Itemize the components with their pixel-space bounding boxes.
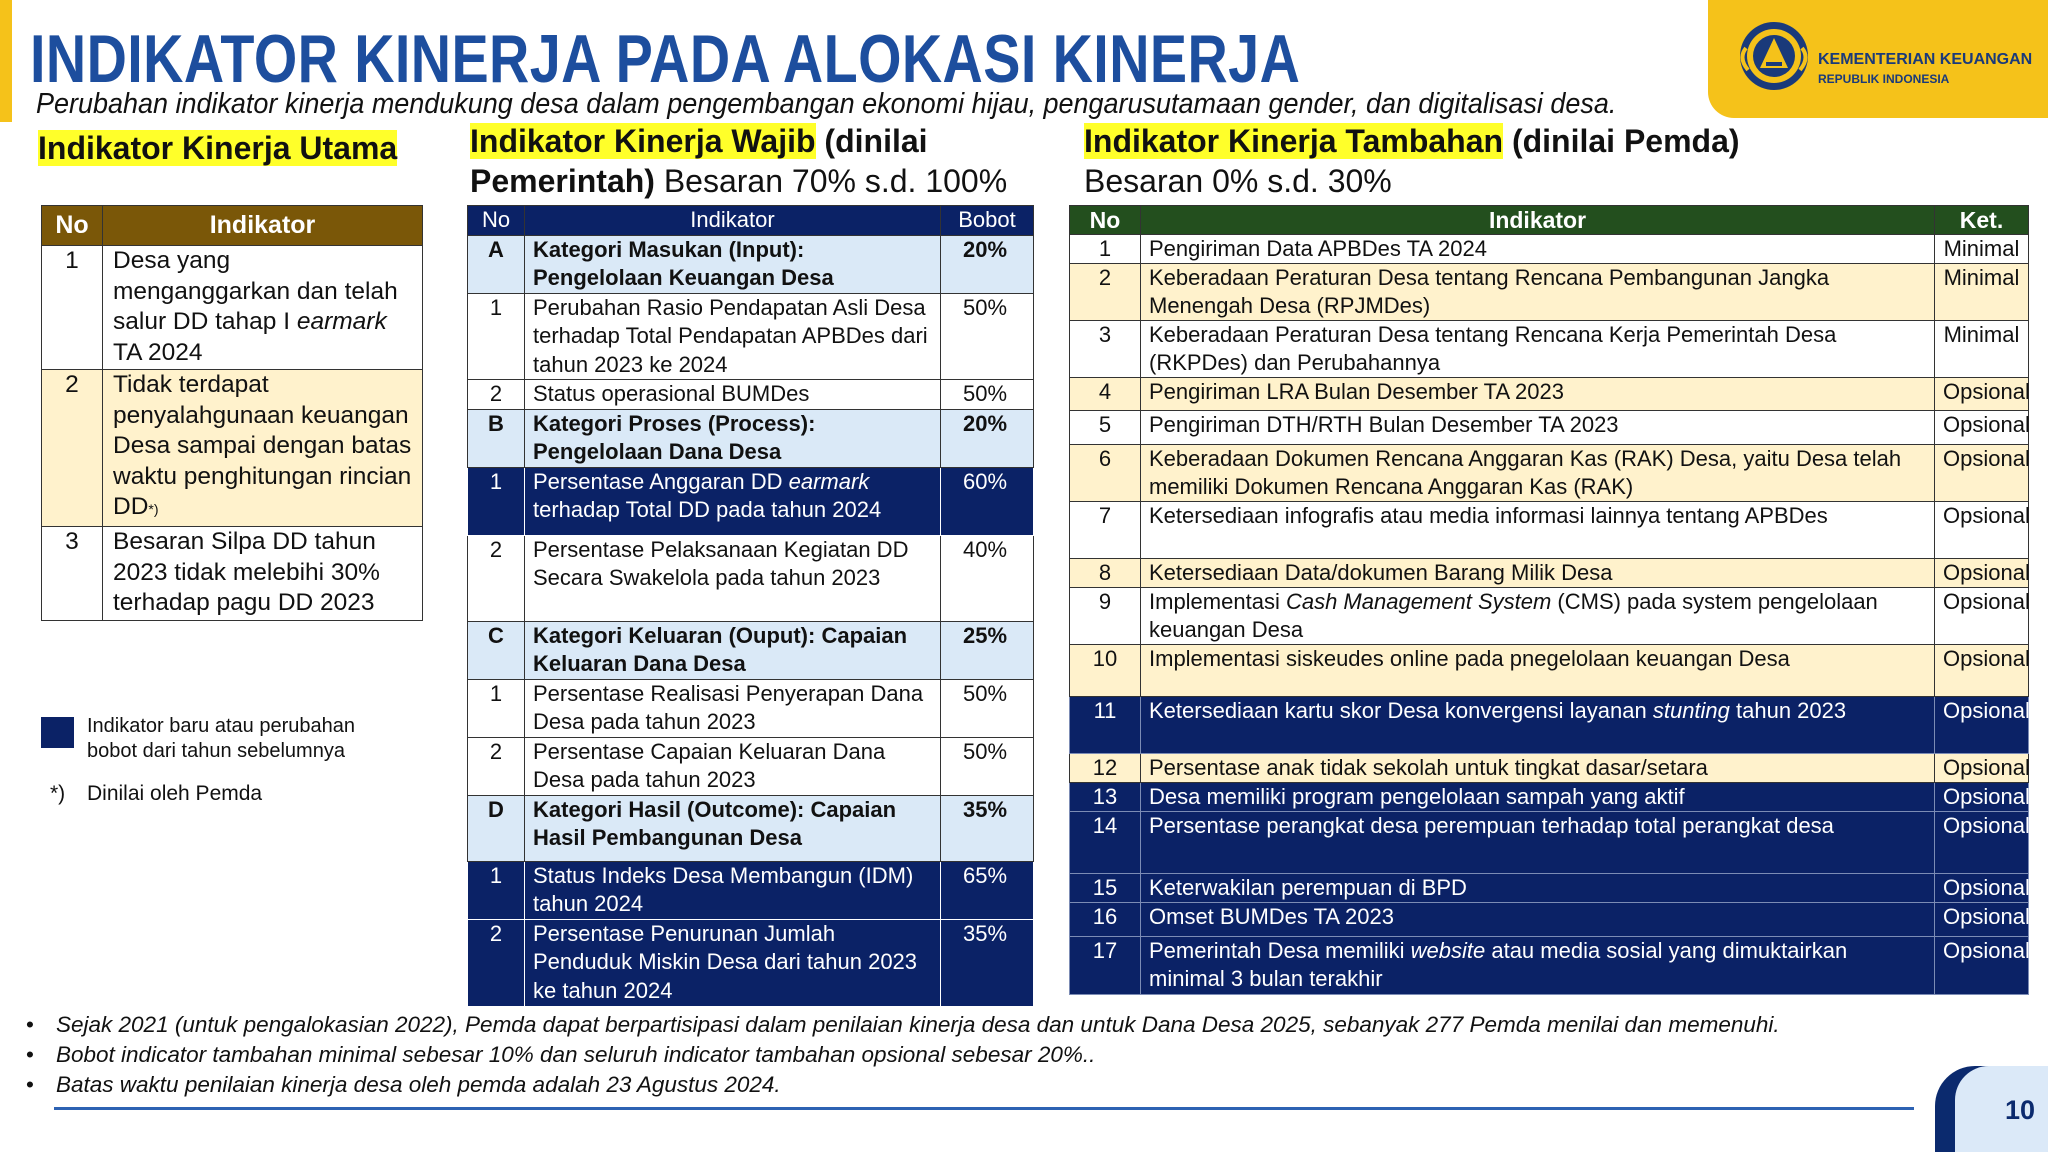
column-header-no: No <box>468 206 525 236</box>
accent-bar <box>0 0 12 122</box>
table-row: 1 Pengiriman Data APBDes TA 2024 Minimal <box>1070 235 2029 264</box>
table-indikator-wajib <box>467 205 1034 1007</box>
table-indikator-tambahan <box>1069 205 2029 995</box>
footer-divider <box>54 1107 1914 1110</box>
table-row: 2 Keberadaan Peraturan Desa tentang Rencana Pembangunan Jangka Menengah Desa (RPJMDes) Minimal <box>1070 264 2029 321</box>
table-row: 3 Keberadaan Peraturan Desa tentang Rencana Kerja Pemerintah Desa (RKPDes) dan Perubahannya Minimal <box>1070 321 2029 378</box>
table-row: 8 Ketersediaan Data/dokumen Barang Milik Desa Opsional <box>1070 559 2029 588</box>
table-row: 3 Besaran Silpa DD tahun 2023 tidak melebihi 30% terhadap pagu DD 2023 <box>42 527 423 621</box>
footer-notes <box>26 1010 1780 1100</box>
column-header-ket: Ket. <box>1935 206 2029 235</box>
section-title-utama: Indikator Kinerja Utama <box>38 130 398 166</box>
table-row: 1 Desa yang menganggarkan dan telah salur DD tahap I earmark TA 2024 <box>42 246 423 370</box>
column-header-indikator: Indikator <box>525 206 941 236</box>
table-row: 7 Ketersediaan infografis atau media informasi lainnya tentang APBDes Opsional <box>1070 502 2029 559</box>
table-row: 16 Omset BUMDes TA 2023 Opsional <box>1070 903 2029 937</box>
table-row: 11 Ketersediaan kartu skor Desa konvergensi layanan stunting tahun 2023 Opsional <box>1070 697 2029 754</box>
column-header-indikator: Indikator <box>103 206 423 246</box>
table-indikator-utama <box>41 205 423 621</box>
table-row: 4 Pengiriman LRA Bulan Desember TA 2023 Opsional <box>1070 378 2029 411</box>
page-number: 10 <box>2005 1095 2036 1125</box>
page-subtitle: Perubahan indikator kinerja mendukung desa dalam pengembangan ekonomi hijau, pengarusutamaan gender, dan digitalisasi desa. <box>36 88 1617 120</box>
section-title-tambahan: Indikator Kinerja Tambahan (dinilai Pemda) Besaran 0% s.d. 30% <box>1084 123 1740 199</box>
table-row: B Kategori Proses (Process): Pengelolaan Dana Desa 20% <box>468 409 1034 467</box>
logo-text-ministry: KEMENTERIAN KEUANGAN <box>1818 51 2033 68</box>
table-row: 6 Keberadaan Dokumen Rencana Anggaran Kas (RAK) Desa, yaitu Desa telah memiliki Dokumen Rencana Anggaran Kas (RAK) Opsional <box>1070 445 2029 502</box>
table-row: 5 Pengiriman DTH/RTH Bulan Desember TA 2023 Opsional <box>1070 411 2029 445</box>
table-row: 1 Persentase Anggaran DD earmark terhadap Total DD pada tahun 2024 60% <box>468 467 1034 535</box>
table-row: 13 Desa memiliki program pengelolaan sampah yang aktif Opsional <box>1070 783 2029 812</box>
logo-text-country: REPUBLIK INDONESIA <box>1818 72 1950 86</box>
note-text: Dinilai oleh Pemda <box>87 782 263 805</box>
table-row: 15 Keterwakilan perempuan di BPD Opsional <box>1070 874 2029 903</box>
table-row: 12 Persentase anak tidak sekolah untuk tingkat dasar/setara Opsional <box>1070 754 2029 783</box>
table-row: 17 Pemerintah Desa memiliki website atau media sosial yang dimuktairkan minimal 3 bulan terakhir Opsional <box>1070 937 2029 995</box>
list-item: • Bobot indicator tambahan minimal sebesar 10% dan seluruh indicator tambahan opsional sebesar 20%.. <box>26 1040 1780 1070</box>
column-header-no: No <box>42 206 103 246</box>
table-row: A Kategori Masukan (Input): Pengelolaan Keuangan Desa 20% <box>468 235 1034 293</box>
column-header-bobot: Bobot <box>941 206 1034 236</box>
section-title-wajib: Indikator Kinerja Wajib (dinilai Pemerintah) Besaran 70% s.d. 100% <box>470 123 1008 199</box>
table-row: 14 Persentase perangkat desa perempuan terhadap total perangkat desa Opsional <box>1070 812 2029 874</box>
table-row: 2 Persentase Penurunan Jumlah Penduduk Miskin Desa dari tahun 2023 ke tahun 2024 35% <box>468 919 1034 1006</box>
ministry-emblem-icon <box>1736 18 1812 94</box>
page-title: INDIKATOR KINERJA PADA ALOKASI KINERJA <box>30 21 1301 97</box>
table-row: 2 Persentase Capaian Keluaran Dana Desa pada tahun 2023 50% <box>468 737 1034 795</box>
table-row: 2 Persentase Pelaksanaan Kegiatan DD Secara Swakelola pada tahun 2023 40% <box>468 535 1034 621</box>
list-item: • Sejak 2021 (untuk pengalokasian 2022), Pemda dapat berpartisipasi dalam penilaian kinerja desa dan untuk Dana Desa 2025, sebanyak 277 Pemda menilai dan memenuhi. <box>26 1010 1780 1040</box>
table-row: 1 Status Indeks Desa Membangun (IDM) tahun 2024 65% <box>468 861 1034 919</box>
column-header-indikator: Indikator <box>1141 206 1935 235</box>
legend-label: Indikator baru atau perubahan bobot dari tahun sebelumnya <box>87 715 355 762</box>
ministry-logo <box>1708 0 2048 118</box>
table-row: 1 Perubahan Rasio Pendapatan Asli Desa terhadap Total Pendapatan APBDes dari tahun 2023 ke 2024 50% <box>468 293 1034 380</box>
list-item: • Batas waktu penilaian kinerja desa oleh pemda adalah 23 Agustus 2024. <box>26 1070 1780 1100</box>
column-header-no: No <box>1070 206 1141 235</box>
legend-swatch <box>41 717 74 748</box>
table-row: 9 Implementasi Cash Management System (CMS) pada system pengelolaan keuangan Desa Opsional <box>1070 588 2029 645</box>
table-row: 2 Status operasional BUMDes 50% <box>468 380 1034 410</box>
table-row: C Kategori Keluaran (Ouput): Capaian Keluaran Dana Desa 25% <box>468 621 1034 679</box>
table-row: 2 Tidak terdapat penyalahgunaan keuangan Desa sampai dengan batas waktu penghitungan rincian DD*) <box>42 370 423 527</box>
table-row: 1 Persentase Realisasi Penyerapan Dana Desa pada tahun 2023 50% <box>468 679 1034 737</box>
note-mark: *) <box>50 782 66 805</box>
table-row: D Kategori Hasil (Outcome): Capaian Hasil Pembangunan Desa 35% <box>468 795 1034 861</box>
table-row: 10 Implementasi siskeudes online pada pnegelolaan keuangan Desa Opsional <box>1070 645 2029 697</box>
